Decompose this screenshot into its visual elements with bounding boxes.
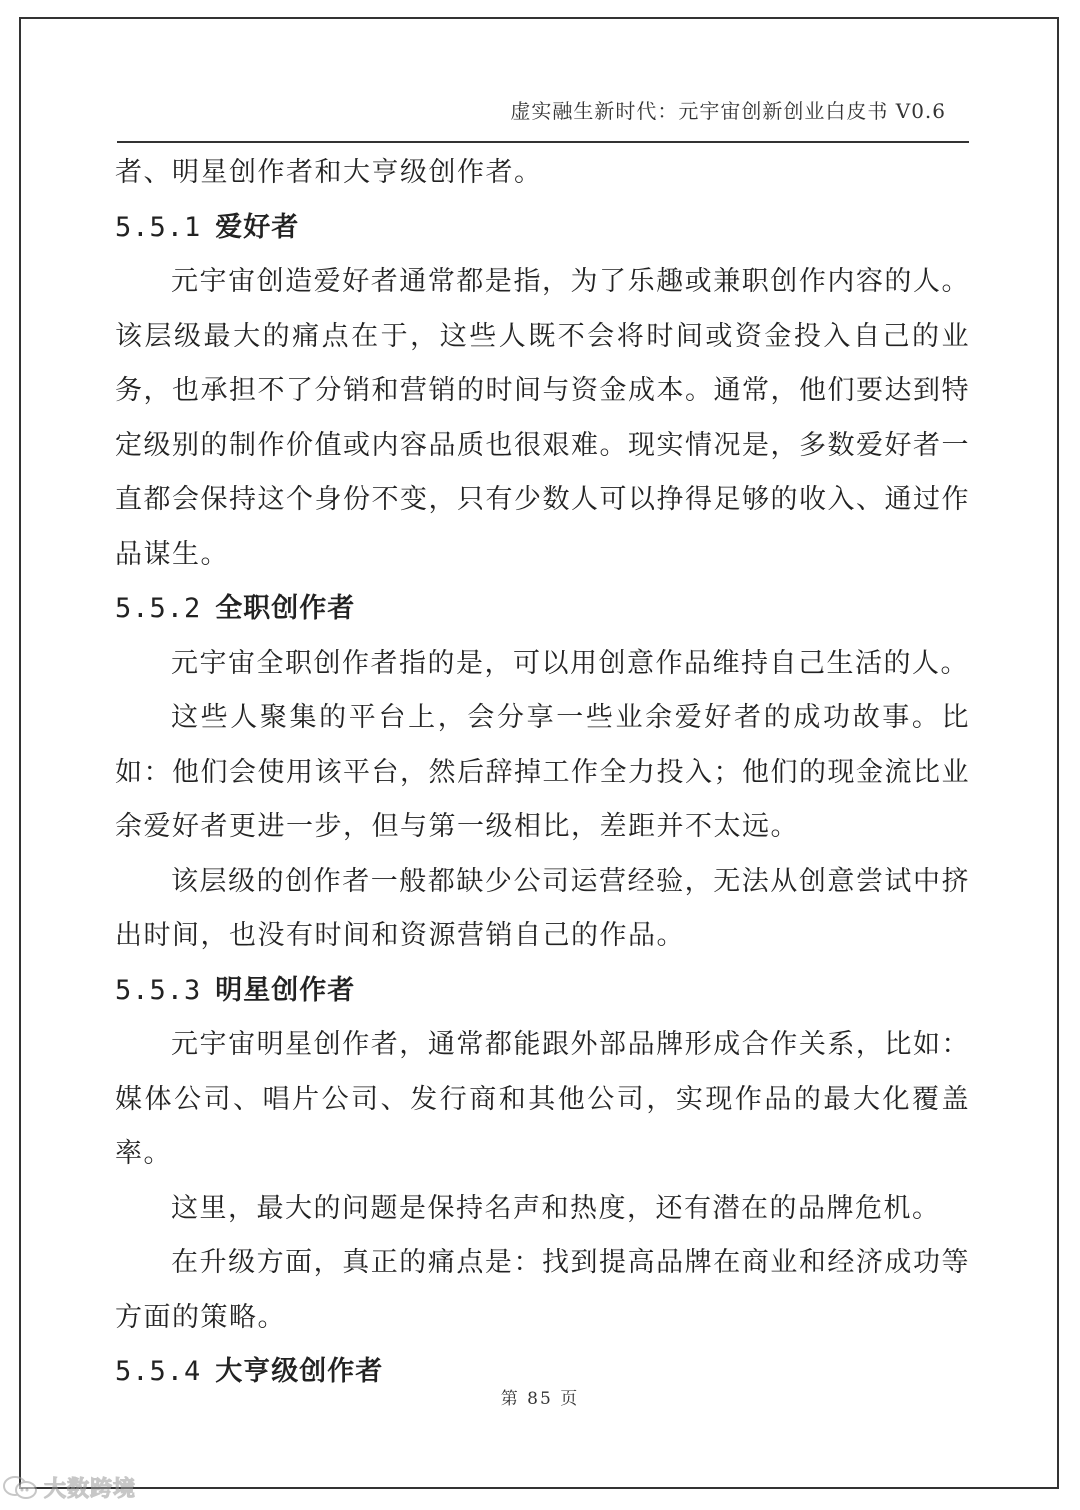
header-divider <box>117 141 969 143</box>
body-paragraph: 者、明星创作者和大亨级创作者。 <box>115 157 543 188</box>
document-header-title: 虚实融生新时代：元宇宙创新创业白皮书 V0.6 <box>510 99 946 123</box>
section-title: 明星创作者 <box>215 974 356 1006</box>
body-paragraph: 元宇宙创造爱好者通常都是指，为了乐趣或兼职创作内容的人。该层级最大的痛点在于，这些人既不会将时间或资金投入自己的业务，也承担不了分销和营销的时间与资金成本。通常，他们要达到特定级别的制作价值或内容品质也很艰难。现实情况是，多数爱好者一直都会保持这个身份不变，只有少数人可以挣得足够的收入、通过作品谋生。 <box>115 266 970 570</box>
body-paragraph: 元宇宙全职创作者指的是，可以用创意作品维持自己生活的人。 <box>171 647 969 679</box>
watermark-text: 大数跨境 <box>44 1477 137 1502</box>
body-paragraph: 元宇宙明星创作者，通常都能跟外部品牌形成合作关系，比如：媒体公司、唱片公司、发行商和其他公司，实现作品的最大化覆盖率。 <box>115 1029 970 1169</box>
section-title: 全职创作者 <box>215 593 356 624</box>
chat-bubbles-icon <box>2 1475 38 1501</box>
body-paragraph: 这里，最大的问题是保持名声和热度，还有潜在的品牌危机。 <box>171 1192 941 1224</box>
section-title: 大亨级创作者 <box>215 1356 384 1387</box>
page-number: 第 85 页 <box>500 1389 580 1409</box>
section-heading <box>115 964 970 1019</box>
section-heading <box>115 582 970 637</box>
section-number: 5.5.1 <box>115 211 202 243</box>
section-heading <box>115 201 970 256</box>
section-number: 5.5.2 <box>115 593 202 624</box>
body-paragraph: 这些人聚集的平台上，会分享一些业余爱好者的成功故事。比如：他们会使用该平台，然后辞掉工作全力投入；他们的现金流比业余爱好者更进一步，但与第一级相比，差距并不太远。 <box>115 702 970 842</box>
watermark <box>2 1472 136 1503</box>
section-number: 5.5.4 <box>115 1356 202 1387</box>
body-paragraph: 该层级的创作者一般都缺少公司运营经验，无法从创意尝试中挤出时间，也没有时间和资源营销自己的作品。 <box>115 865 970 951</box>
document-body <box>115 146 970 1400</box>
section-number: 5.5.3 <box>115 974 202 1006</box>
section-title: 爱好者 <box>215 211 300 243</box>
body-paragraph: 在升级方面，真正的痛点是：找到提高品牌在商业和经济成功等方面的策略。 <box>115 1247 970 1333</box>
